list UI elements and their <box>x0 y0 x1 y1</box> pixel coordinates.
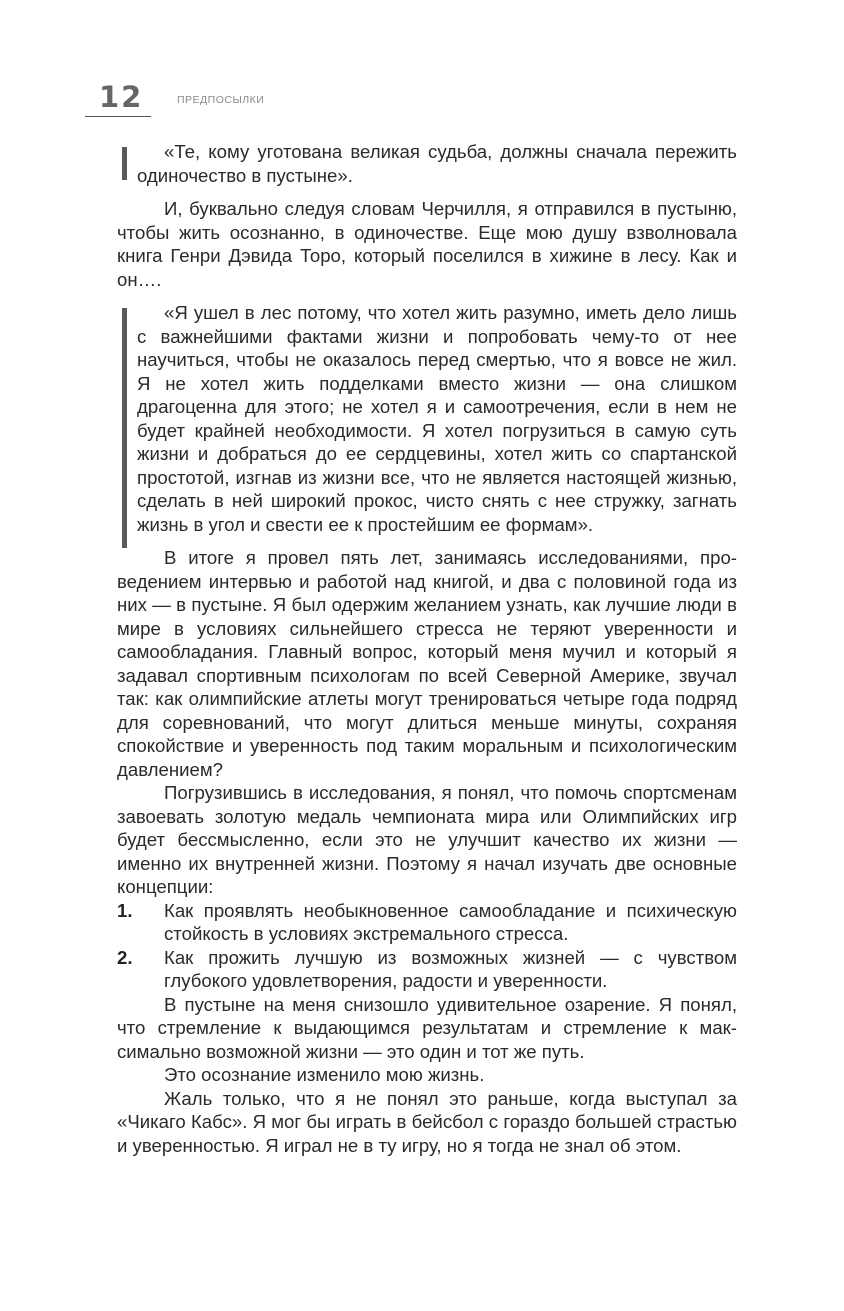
running-head: ПРЕДПОСЫЛКИ <box>177 94 265 106</box>
paragraph: В пустыне на меня снизошло удивительное озарение. Я понял, что стремление к выдающимся результатам и стремление к максимально возможной жизни — это один и тот же путь. <box>117 993 737 1062</box>
page-body <box>117 140 737 1157</box>
list-text: Как проявлять необыкновенное самообладание и психическую стойкость в условиях экстремального стресса. <box>164 899 737 944</box>
list-item <box>117 946 737 993</box>
list-text: Как прожить лучшую из возможных жизней — с чувством глубокого удовлетворения, радости и уверенности. <box>164 946 737 991</box>
paragraph: Это осознание изменило мою жизнь. <box>164 1064 485 1085</box>
epigraph-quote <box>117 140 737 187</box>
page-number: 12 <box>99 80 144 114</box>
paragraph: И, буквально следуя словам Черчилля, я отправился в пустыню, чтобы жить осознанно, в одиночестве. Еще мою душу взволновала книга Генри Дэвида Торо, который поселился в хижине в лесу. Как и он…. <box>117 198 737 290</box>
list-number: 1. <box>117 899 133 921</box>
paragraph: В итоге я провел пять лет, занимаясь исследованиями, проведением интервью и работой над книгой, и два с половиной года из них — в пустыне. Я был одержим желанием узнать, как лучшие люди в мире в условиях сильнейшего стресса не теряют уверенности и самообладания. Главный вопрос, который меня мучил и который я задавал спортивным психологам по всей Северной Америке, звучал так: как олимпийские атлеты могут тренироваться четыре года подряд для соревнований, что могут длиться меньше минуты, сохраняя спокойствие и уверенность под таким моральным и психологическим давлением? <box>117 547 737 780</box>
list-number: 2. <box>117 946 133 968</box>
thoreau-quote <box>117 301 737 536</box>
epigraph-text: «Те, кому уготована великая судьба, должны сначала пережить одиночество в пустыне». <box>137 141 737 186</box>
list-item <box>117 899 737 946</box>
quote-text: «Я ушел в лес потому, что хотел жить разумно, иметь дело лишь с важнейшими фактами жизни и попробовать чему-то от нее научиться, чтобы не оказалось перед смертью, что я вовсе не жил. Я не хотел жить подделками вместо жизни — она слишком драгоценна для этого; не хотел я и самоотречения, если в нем не будет крайней необходимости. Я хотел погрузиться в самую суть жизни и добраться до ее сердцевины, хотел жить со спартанской простотой, изгнав из жизни все, что не является настоящей жизнью, сделать в ней широкий прокос, чисто снять с нее стружку, загнать жизнь в угол и свести ее к простейшим ее формам». <box>137 302 737 535</box>
header-rule <box>85 116 151 117</box>
quote-bar <box>122 308 127 548</box>
paragraph: Погрузившись в исследования, я понял, что помочь спортсменам завоевать золотую медаль чемпионата мира или Олимпийских игр будет бессмысленно, если это не улучшит качество их жизни — именно их внутренней жизни. Поэтому я начал изучать две основные концепции: <box>117 782 737 897</box>
paragraph: Жаль только, что я не понял это раньше, когда выступал за «Чикаго Кабс». Я мог бы играть в бейсбол с гораздо большей страстью и уверенностью. Я играл не в ту игру, но я тогда не знал об этом. <box>117 1087 737 1156</box>
quote-bar <box>122 147 127 180</box>
